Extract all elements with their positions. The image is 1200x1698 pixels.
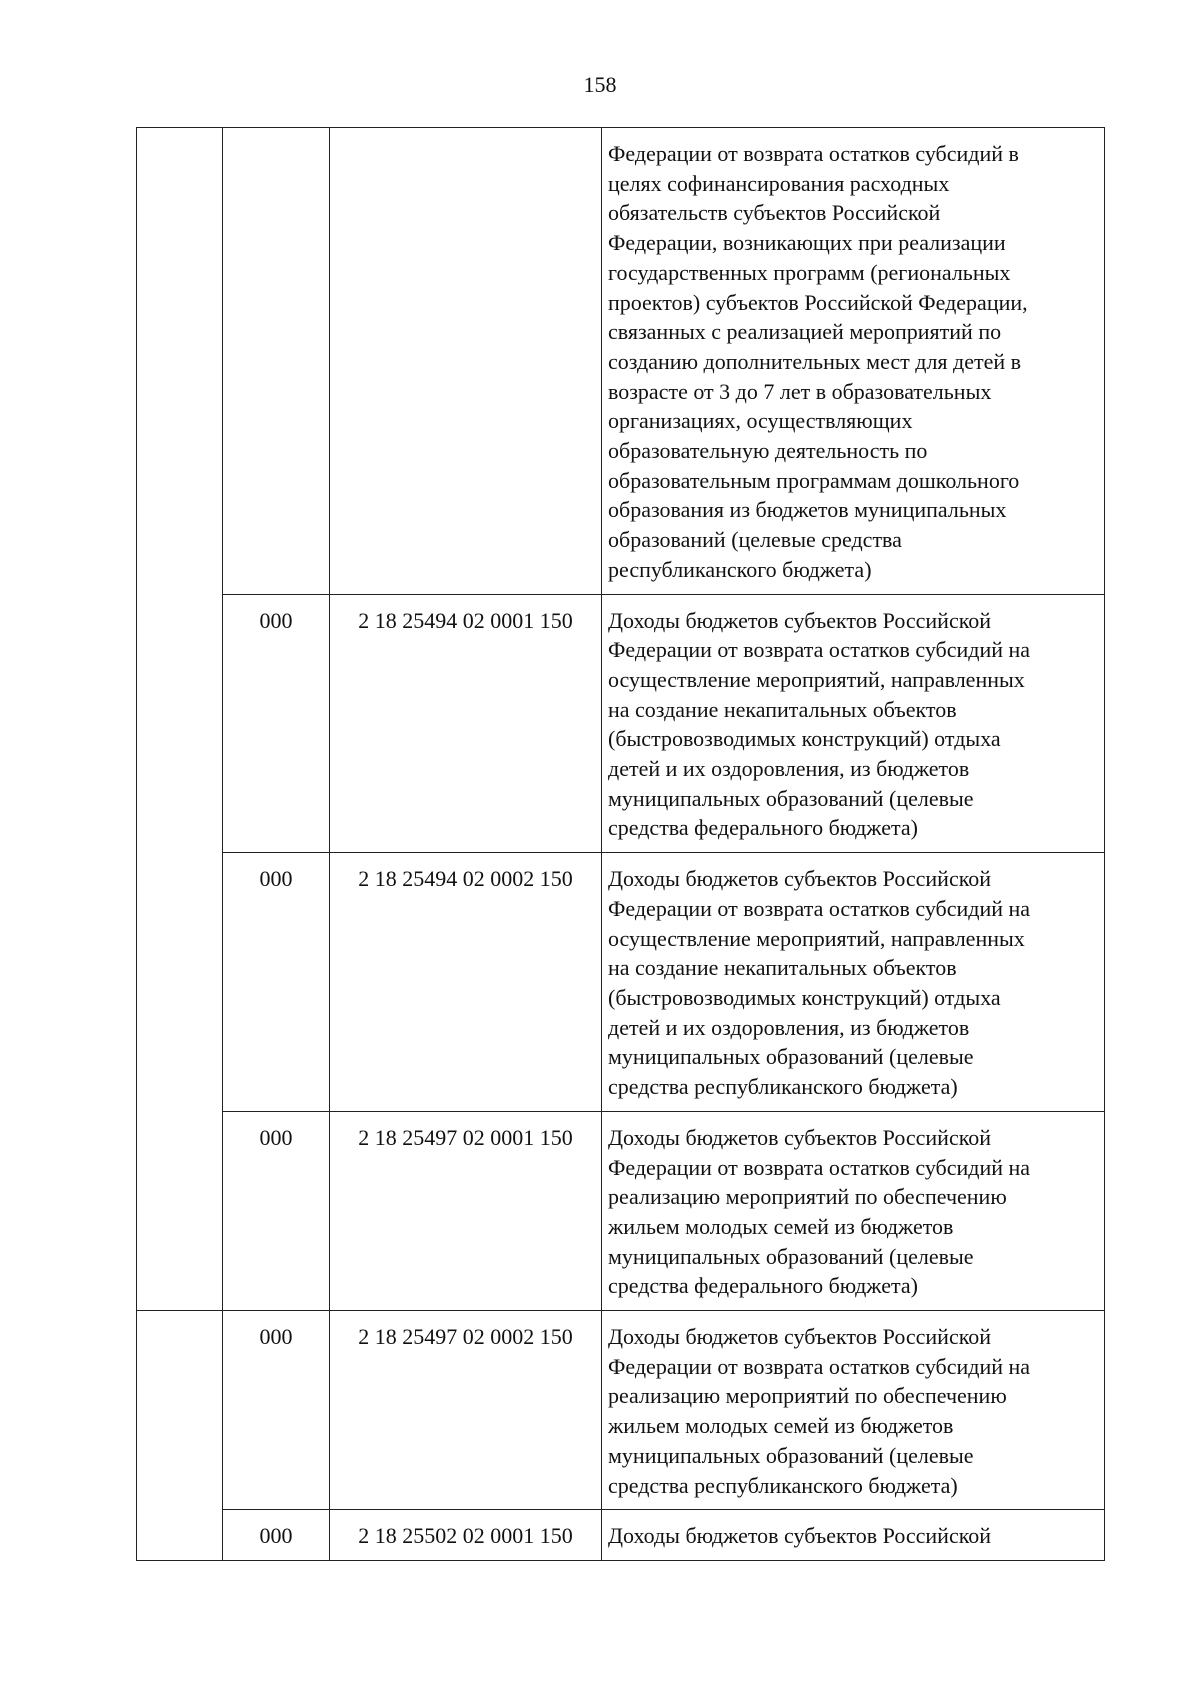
classification-code-cell (330, 128, 602, 595)
admin-code-cell: 000 (223, 1510, 330, 1561)
description-text: Федерации от возврата остатков субсидий в целях софинансирования расходных обязательств субъектов Российской Федерации, возникающих при реализации государственных программ (региональных проектов) субъектов Российской Федерации, связанных с реализацией мероприятий по созданию дополнительных мест для детей в возрасте от 3 до 7 лет в образовательных организациях, осуществляющих образовательную деятельность по образовательным программам дошкольного образования из бюджетов муниципальных образований (целевые средства республиканского бюджета) (608, 141, 1028, 582)
classification-code-cell: 2 18 25502 02 0001 150 (330, 1510, 602, 1561)
table-row (137, 128, 1105, 595)
description-text: Доходы бюджетов субъектов Российской (608, 1523, 992, 1549)
classification-code-cell: 2 18 25497 02 0002 150 (330, 1311, 602, 1510)
admin-code-cell: 000 (223, 853, 330, 1112)
budget-classification-table (136, 127, 1105, 1561)
classification-code-cell: 2 18 25494 02 0002 150 (330, 853, 602, 1112)
table-row (137, 1311, 1105, 1510)
description-text: Доходы бюджетов субъектов Российской Федерации от возврата остатков субсидий на реализацию мероприятий по обеспечению жильем молодых семей из бюджетов муниципальных образований (целевые средства республиканского бюджета) (608, 1324, 1031, 1498)
description-cell (602, 128, 1105, 595)
group-cell (137, 128, 223, 1311)
admin-code-cell: 000 (223, 594, 330, 853)
description-cell (602, 594, 1105, 853)
admin-code-cell: 000 (223, 1111, 330, 1310)
admin-code-cell (223, 128, 330, 595)
description-text: Доходы бюджетов субъектов Российской Федерации от возврата остатков субсидий на осуществление мероприятий, направленных на создание некапитальных объектов (быстровозводимых конструкций) отдыха детей и их оздоровления, из бюджетов муниципальных образований (целевые средства федерального бюджета) (608, 607, 1031, 841)
page-number: 158 (583, 72, 617, 97)
description-cell (602, 1510, 1105, 1561)
description-cell (602, 853, 1105, 1112)
classification-code-cell: 2 18 25494 02 0001 150 (330, 594, 602, 853)
description-text: Доходы бюджетов субъектов Российской Федерации от возврата остатков субсидий на реализацию мероприятий по обеспечению жильем молодых семей из бюджетов муниципальных образований (целевые средства федерального бюджета) (608, 1124, 1031, 1299)
group-cell (137, 1311, 223, 1561)
description-text: Доходы бюджетов субъектов Российской Федерации от возврата остатков субсидий на осуществление мероприятий, направленных на создание некапитальных объектов (быстровозводимых конструкций) отдыха детей и их оздоровления, из бюджетов муниципальных образований (целевые средства республиканского бюджета) (608, 866, 1031, 1100)
table-row (137, 1510, 1105, 1561)
table-row (137, 1111, 1105, 1310)
admin-code-cell: 000 (223, 1311, 330, 1510)
description-cell (602, 1111, 1105, 1310)
description-cell (602, 1311, 1105, 1510)
table-row (137, 853, 1105, 1112)
table-row (137, 594, 1105, 853)
classification-code-cell: 2 18 25497 02 0001 150 (330, 1111, 602, 1310)
